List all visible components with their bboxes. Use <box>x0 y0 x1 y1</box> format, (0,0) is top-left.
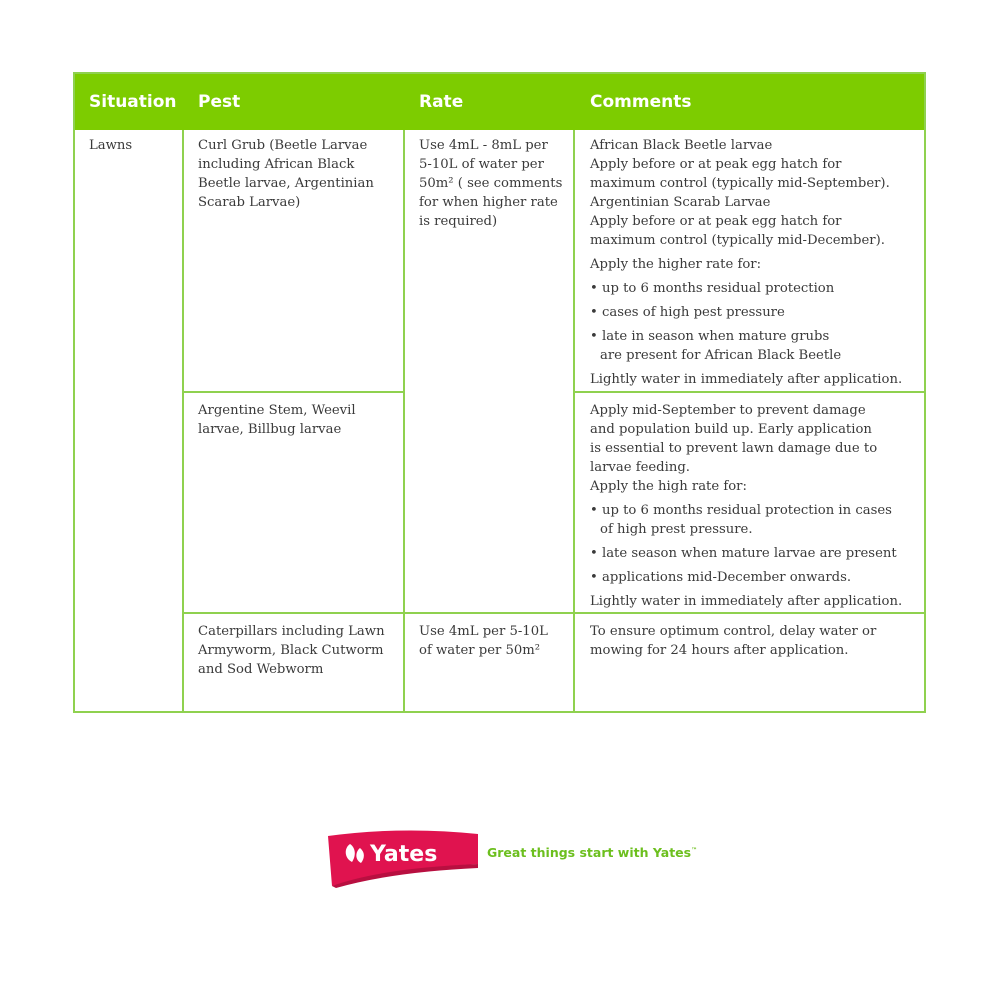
pest-cell: Argentine Stem, Weevil larvae, Billbug larvae <box>198 403 356 437</box>
comments-cell <box>590 401 920 611</box>
comment-line: To ensure optimum control, delay water or <box>590 624 877 639</box>
comment-bullet <box>590 327 920 365</box>
comment-bullet <box>590 501 920 539</box>
comment-line: larvae feeding. <box>590 460 690 475</box>
comment-line: maximum control (typically mid-December). <box>590 233 885 248</box>
tagline-text: Great things start with Yates <box>487 845 692 860</box>
trademark-mark: ™ <box>691 846 698 854</box>
comment-bullet: • applications mid-December onwards. <box>590 570 852 585</box>
comment-line: maximum control (typically mid-September). <box>590 176 890 191</box>
pesticide-table <box>73 72 926 713</box>
header-rate: Rate <box>419 92 464 112</box>
rate-cell: Use 4mL per 5-10L of water per 50m² <box>419 624 548 658</box>
comment-bullet: • up to 6 months residual protection <box>590 281 835 296</box>
column-divider <box>182 130 184 713</box>
pest-cell: Curl Grub (Beetle Larvae including African Black Beetle larvae, Argentinian Scarab Larvae) <box>198 138 374 210</box>
bullet-text: • up to 6 months residual protection in cases <box>590 503 892 518</box>
comment-line: African Black Beetle larvae <box>590 138 773 153</box>
comment-line: Apply before or at peak egg hatch for <box>590 157 842 172</box>
comment-line: mowing for 24 hours after application. <box>590 643 849 658</box>
comment-bullet: • cases of high pest pressure <box>590 305 785 320</box>
situation-cell: Lawns <box>89 138 133 153</box>
comment-bullet: • late season when mature larvae are present <box>590 546 897 561</box>
row-divider <box>182 612 924 614</box>
comment-line: Lightly water in immediately after application. <box>590 594 903 609</box>
bullet-text: of high prest pressure. <box>600 522 753 537</box>
comment-line: Argentinian Scarab Larvae <box>590 195 771 210</box>
rate-cell: Use 4mL - 8mL per 5-10L of water per 50m² ( see comments for when higher rate is required) <box>419 138 563 229</box>
column-divider <box>403 130 405 713</box>
pest-cell: Caterpillars including Lawn Armyworm, Black Cutworm and Sod Webworm <box>198 624 385 677</box>
yates-logo <box>322 828 482 888</box>
header-situation: Situation <box>89 92 177 112</box>
header-pest: Pest <box>198 92 241 112</box>
comment-line: Apply before or at peak egg hatch for <box>590 214 842 229</box>
bullet-text: • late in season when mature grubs <box>590 329 830 344</box>
comment-line: is essential to prevent lawn damage due to <box>590 441 878 456</box>
comment-line: Apply the high rate for: <box>590 479 747 494</box>
brand-tagline <box>487 845 697 860</box>
comments-cell <box>590 136 920 389</box>
logo-wordmark: Yates <box>370 842 438 867</box>
row-divider <box>573 391 924 393</box>
table-header <box>75 74 924 130</box>
bullet-text: are present for African Black Beetle <box>600 348 842 363</box>
header-comments: Comments <box>590 92 692 112</box>
comment-line: Apply the higher rate for: <box>590 257 762 272</box>
comments-cell <box>590 622 920 660</box>
comment-line: Apply mid-September to prevent damage <box>590 403 866 418</box>
row-divider <box>182 391 405 393</box>
comment-line: Lightly water in immediately after application. <box>590 372 903 387</box>
comment-line: and population build up. Early application <box>590 422 872 437</box>
column-divider <box>573 130 575 713</box>
